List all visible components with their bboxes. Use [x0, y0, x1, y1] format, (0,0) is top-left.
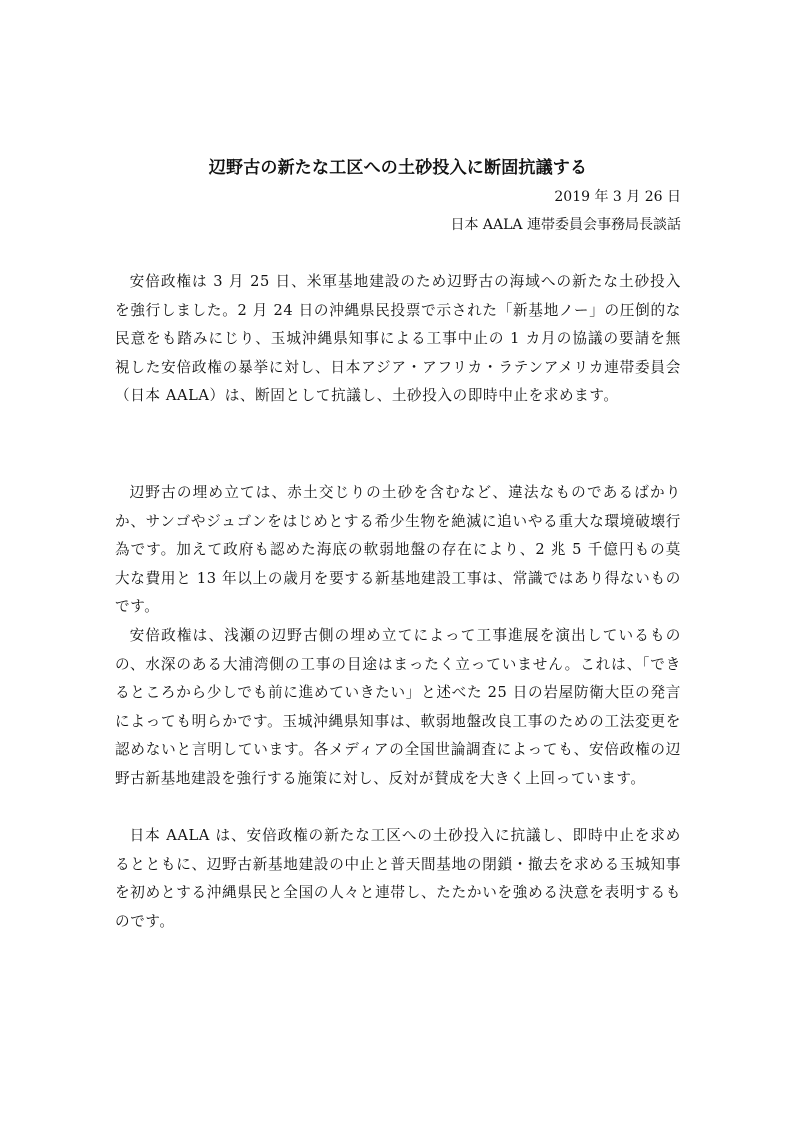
document-author: 日本 AALA 連帯委員会事務局長談話	[450, 217, 681, 233]
paragraph-2: 辺野古の埋め立ては、赤土交じりの土砂を含むなど、違法なものであるばかりか、サンゴやジュゴンをはじめとする希少生物を絶滅に追いやる重大な環境破壊行為です。加えて政府も認めた海底の軟弱地盤の存在により、2 兆 5 千億円もの莫大な費用と 13 年以上の歳月を要する新基地建設工事は、常識ではあり得ないものです。	[115, 484, 681, 615]
document-date: 2019 年 3 月 26 日	[554, 189, 681, 205]
paragraph-3: 安倍政権は、浅瀬の辺野古側の埋め立てによって工事進展を演出しているものの、水深のある大浦湾側の工事の目途はまったく立っていません。これは、「できるところから少しでも前に進めていきたい」と述べた 25 日の岩屋防衛大臣の発言によっても明らかです。玉城沖縄県知事は、軟弱地盤改良工事のための工法変更を認めないと言明しています。各メディアの全国世論調査によっても、安倍政権の辺野古新基地建設を強行する施策に対し、反対が賛成を大きく上回っています。	[115, 627, 681, 787]
document-title: 辺野古の新たな工区への土砂投入に断固抗議する	[208, 158, 588, 178]
paragraph-4: 日本 AALA は、安倍政権の新たな工区への土砂投入に抗議し、即時中止を求めるとともに、辺野古新基地建設の中止と普天間基地の閉鎖・撤去を求める玉城知事を初めとする沖縄県民と全国の人々と連帯し、たたかいを強める決意を表明するものです。	[115, 827, 681, 930]
paragraph-1: 安倍政権は 3 月 25 日、米軍基地建設のため辺野古の海域への新たな土砂投入を強行しました。2 月 24 日の沖縄県民投票で示された「新基地ノー」の圧倒的な民意をも踏みにじり、玉城沖縄県知事による工事中止の 1 カ月の協議の要請を無視した安倍政権の暴挙に対し、日本アジア・アフリカ・ラテンアメリカ連帯委員会（日本 AALA）は、断固として抗議し、土砂投入の即時中止を求めます。	[115, 273, 681, 404]
